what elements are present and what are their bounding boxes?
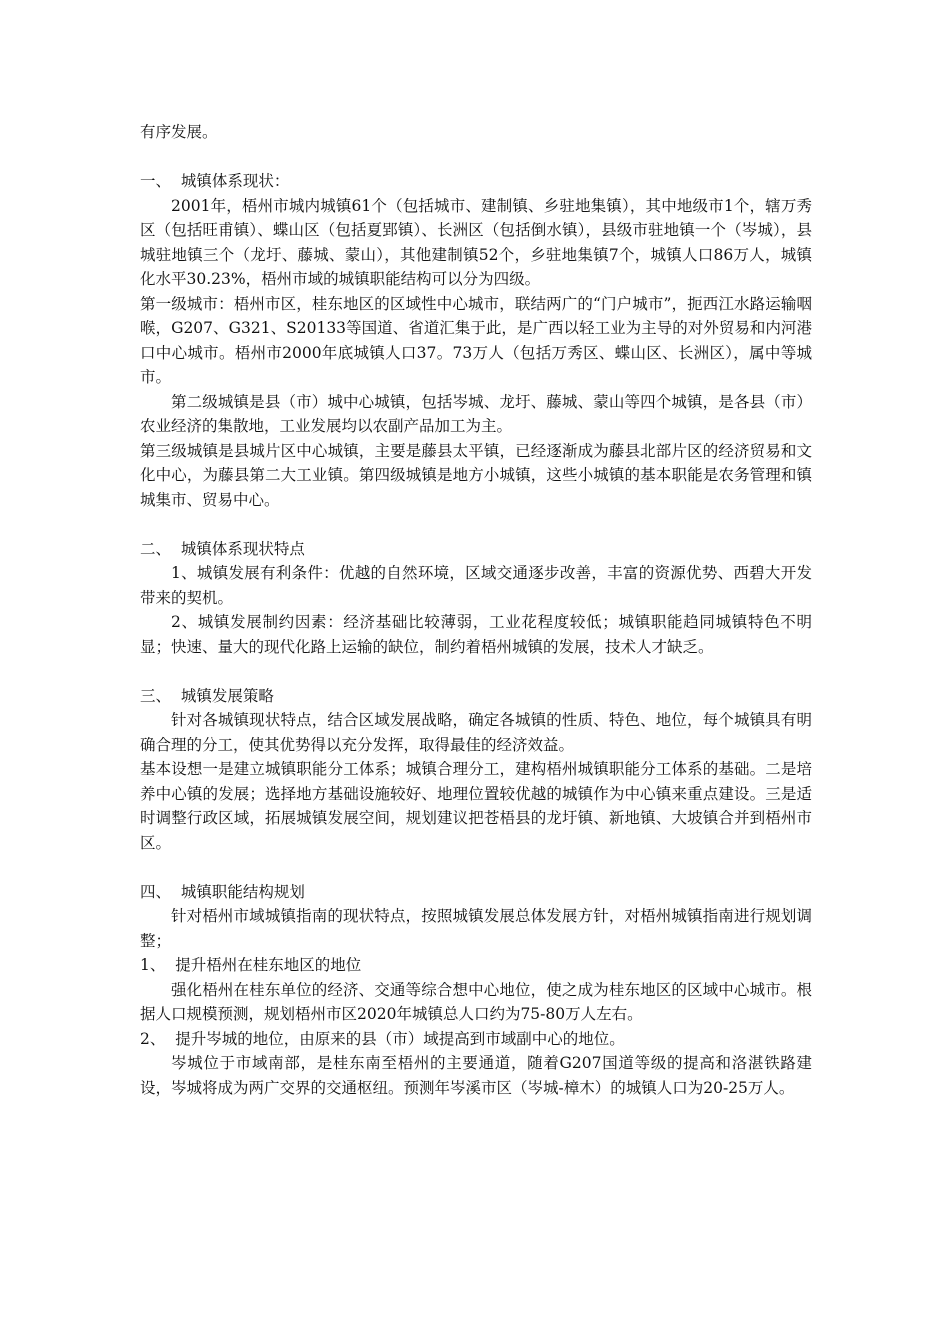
paragraph: 针对各城镇现状特点，结合区域发展战略，确定各城镇的性质、特色、地位，每个城镇具有明确合理的分工，使其优势得以充分发挥，取得最佳的经济效益。 [140,711,812,754]
list-item-heading: 2、 提升岑城的地位，由原来的县（市）域提高到市域副中心的地位。 [140,1029,625,1048]
spacer [140,855,812,880]
document-page [140,120,812,1100]
paragraph: 第一级城市：梧州市区，桂东地区的区域性中心城市，联结两广的“门户城市”，扼西江水路运输咽喉，G207、G321、S20133等国道、省道汇集于此，是广西以轻工业为主导的对外贸易和内河港口中心城市。梧州市2000年底城镇人口37。73万人（包括万秀区、蝶山区、长洲区），属中等城市。 [140,294,812,386]
section-heading-3: 三、 城镇发展策略 [140,686,274,705]
paragraph: 2001年，梧州市城内城镇61个（包括城市、建制镇、乡驻地集镇），其中地级市1个，辖万秀区（包括旺甫镇）、蝶山区（包括夏郢镇）、长洲区（包括倒水镇），县级市驻地镇一个（岑城），县城驻地镇三个（龙圩、藤城、蒙山），其他建制镇52个，乡驻地集镇7个，城镇人口86万人，城镇化水平30.23%，梧州市域的城镇职能结构可以分为四级。 [140,196,812,288]
spacer [140,659,812,684]
paragraph: 基本设想一是建立城镇职能分工体系；城镇合理分工，建构梧州城镇职能分工体系的基础。二是培养中心镇的发展；选择地方基础设施较好、地理位置较优越的城镇作为中心镇来重点建设。三是适时调整行政区域，拓展城镇发展空间，规划建议把苍梧县的龙圩镇、新地镇、大坡镇合并到梧州市区。 [140,760,812,852]
section-heading-1: 一、 城镇体系现状： [140,172,290,190]
paragraph: 第二级城镇是县（市）城中心城镇，包括岑城、龙圩、藤城、蒙山等四个城镇，是各县（市）农业经济的集散地，工业发展均以农副产品加工为主。 [140,392,812,435]
list-item-heading: 1、 提升梧州在桂东地区的地位 [140,956,362,974]
section-heading-2: 二、 城镇体系现状特点 [140,539,305,558]
paragraph: 第三级城镇是县城片区中心城镇，主要是藤县太平镇，已经逐渐成为藤县北部片区的经济贸易和文化中心，为藤县第二大工业镇。第四级城镇是地方小城镇，这些小城镇的基本职能是农务管理和镇城集市、贸易中心。 [140,441,812,509]
spacer [140,145,812,170]
paragraph: 1、城镇发展有利条件：优越的自然环境，区域交通逐步改善，丰富的资源优势、西碧大开发带来的契机。 [140,564,812,607]
paragraph: 强化梧州在桂东单位的经济、交通等综合想中心地位，使之成为桂东地区的区域中心城市。根据人口规模预测，规划梧州市区2020年城镇总人口约为75-80万人左右。 [140,980,812,1023]
continuation-text: 有序发展。 [140,123,218,141]
spacer [140,512,812,537]
paragraph: 岑城位于市域南部，是桂东南至梧州的主要通道，随着G207国道等级的提高和洛湛铁路建设，岑城将成为两广交界的交通枢纽。预测年岑溪市区（岑城-樟木）的城镇人口为20-25万人。 [140,1054,812,1097]
section-heading-4: 四、 城镇职能结构规划 [140,882,305,901]
paragraph: 2、城镇发展制约因素：经济基础比较薄弱，工业花程度较低；城镇职能趋同城镇特色不明显；快速、量大的现代化路上运输的缺位，制约着梧州城镇的发展，技术人才缺乏。 [140,613,812,656]
paragraph: 针对梧州市域城镇指南的现状特点，按照城镇发展总体发展方针，对梧州城镇指南进行规划调整； [140,907,812,950]
